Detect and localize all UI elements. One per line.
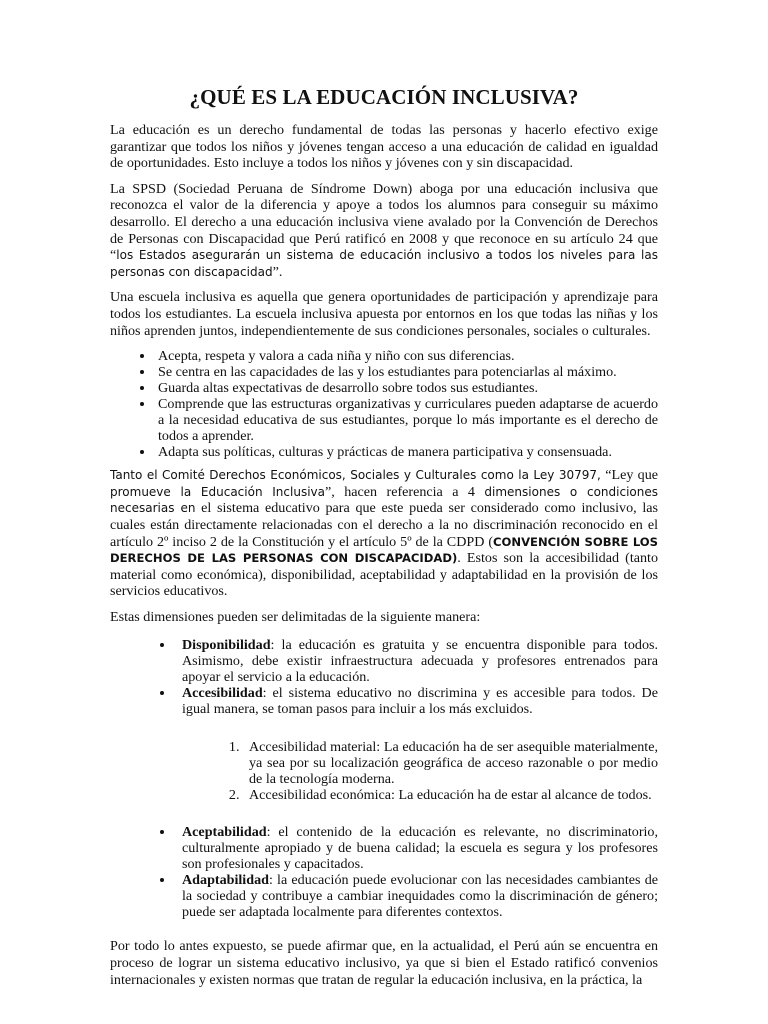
list-item: • Guarda altas expectativas de desarrollo sobre todos sus estudiantes. <box>155 380 658 396</box>
paragraph-conclusion: Por todo lo antes expuesto, se puede afirmar que, en la actualidad, el Perú aún se encuentra en proceso de lograr un sistema educativo inclusivo, ya que si bien el Estado ratificó convenios internacionales y existen normas que tratan de regular la educación inclusiva, en la práctica, la <box>110 938 658 988</box>
term: Accesibilidad <box>182 685 263 702</box>
law-name: promueve la Educación Inclusiva <box>110 484 325 499</box>
list-item: • Adapta sus políticas, culturas y prácticas de manera participativa y consensuada. <box>155 444 658 460</box>
term-desc: : el sistema educativo no discrimina y es accesible para todos. De igual manera, se toman pasos para incluir a los más excluidos. <box>182 685 658 718</box>
term: Disponibilidad <box>182 637 271 654</box>
list-item-disponibilidad <box>175 637 658 685</box>
list-item: 1. Accesibilidad material: La educación ha de ser asequible materialmente, ya sea por su localización geográfica de acceso razonable o por medio de la tecnología moderna. <box>243 739 658 787</box>
paragraph-escuela: Una escuela inclusiva es aquella que genera oportunidades de participación y aprendizaje para todos los estudiantes. La escuela inclusiva apuesta por entornos en los que todas las niñas y los niños aprenden juntos, independientemente de sus condiciones personales, sociales o culturales. <box>110 289 658 339</box>
paragraph-dimensions <box>110 467 658 600</box>
term-desc: : la educación puede evolucionar con las necesidades cambiantes de la sociedad y contribuye a cambiar inequidades como la discriminación de género; puede ser adaptada localmente para diferentes contextos. <box>182 872 658 921</box>
convention-name: CONVENCIÓN SOBRE LOS DERECHOS DE LAS PERSONAS CON DISCAPACIDAD) <box>110 534 658 566</box>
text-segment: “Ley que <box>605 467 658 484</box>
list-item-aceptabilidad <box>175 824 658 872</box>
list-item: • Comprende que las estructuras organizativas y curriculares pueden adaptarse de acuerdo a la necesidad educativa de sus estudiantes, porque lo más importante es el derecho de todos a aprender. <box>155 396 658 444</box>
paragraph-spsd <box>110 181 658 281</box>
term-desc: : la educación es gratuita y se encuentra disponible para todos. Asimismo, debe existir infraestructura adecuada y profesores entrenados para apoyar el servicio a la educación. <box>182 637 658 686</box>
convention-quote: los Estados asegurarán un sistema de educación inclusivo a todos los niveles para las personas con discapacidad <box>110 248 658 279</box>
list-item: 2. Accesibilidad económica: La educación ha de estar al alcance de todos. <box>243 787 658 803</box>
text-segment: . Estos son la accesibilidad (tanto material como económica), disponibilidad, aceptabilidad y adaptabilidad en la provisión de los servicios educativos. <box>110 550 658 600</box>
list-item-accesibilidad <box>175 685 658 717</box>
paragraph-intro: La educación es un derecho fundamental de todas las personas y hacerlo efectivo exige garantizar que todos los niños y jóvenes tengan acceso a una educación de calidad en igualdad de oportunidades. Esto incluye a todos los niños y jóvenes con y sin discapacidad. <box>110 122 658 172</box>
text-segment: Tanto el Comité Derechos Económicos, Sociales y Culturales como la Ley 30797, <box>110 468 606 483</box>
list-item-adaptabilidad <box>175 872 658 920</box>
characteristics-list <box>110 348 658 460</box>
text-segment: el sistema educativo para que este pueda ser considerado como inclusivo, las cuales están directamente relacionadas con el derecho a la no discriminación reconocido en el artículo 2º inciso 2 de la Constitución y el artículo 5º de la CDPD ( <box>110 500 658 550</box>
list-item: • Acepta, respeta y valora a cada niña y niño con sus diferencias. <box>155 348 658 364</box>
term-desc: : el contenido de la educación es relevante, no discriminatorio, culturalmente apropiado y de buena calidad; la escuela es segura y los profesores son profesionales y capacitados. <box>182 824 658 873</box>
term: Adaptabilidad <box>182 872 269 889</box>
quote-end: ”. <box>272 263 283 280</box>
dimensions-list <box>110 637 658 717</box>
text-segment: ”, hacen referencia a 4 <box>325 483 485 500</box>
paragraph-delimit: Estas dimensiones pueden ser delimitadas de la siguiente manera: <box>110 608 481 625</box>
spsd-text: La SPSD (Sociedad Peruana de Síndrome Down) aboga por una educación inclusiva que reconozca el valor de la diferencia y apoye a todos los alumnos para conseguir su máximo desarrollo. El derecho a una educación inclusiva viene avalado por la Convención de Derechos de Personas con Discapacidad que Perú ratificó en 2008 y que reconoce en su artículo 24 que “ <box>110 180 658 264</box>
dimensions-list-2 <box>110 824 658 920</box>
list-item: • Se centra en las capacidades de las y los estudiantes para potenciarlas al máximo. <box>155 364 658 380</box>
page-title: ¿QUÉ ES LA EDUCACIÓN INCLUSIVA? <box>189 85 579 109</box>
accessibility-sublist <box>110 739 658 803</box>
text-segment: dimensiones o condiciones necesarias en <box>110 484 658 516</box>
term: Aceptabilidad <box>182 824 267 841</box>
